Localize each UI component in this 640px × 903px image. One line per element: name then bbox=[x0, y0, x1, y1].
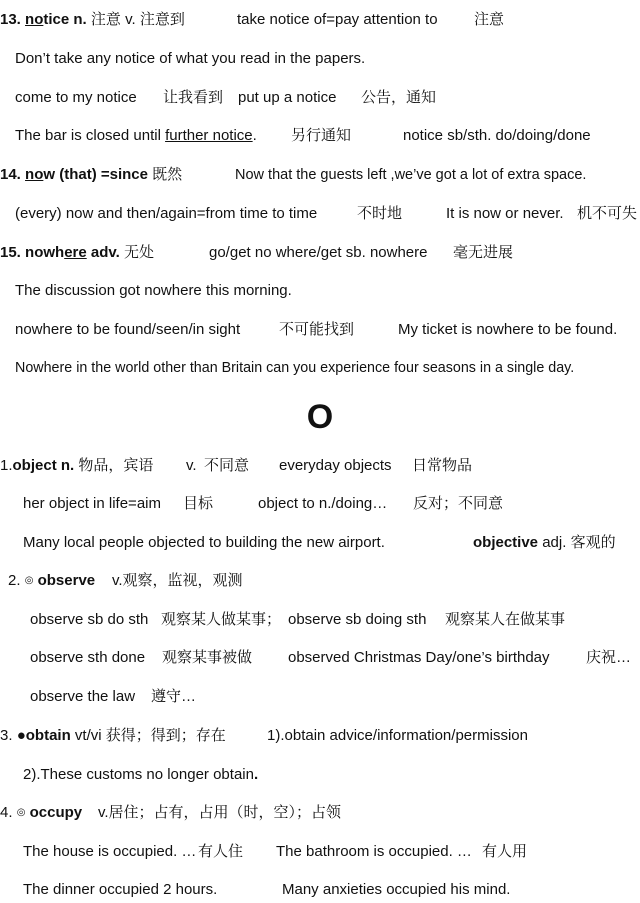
definition-cn: v.观察，监视，观测 bbox=[112, 572, 243, 589]
entry-number: 13. bbox=[0, 11, 21, 28]
headword-rest: tice bbox=[43, 11, 70, 28]
example: put up a notice bbox=[238, 89, 337, 106]
example: Nowhere in the world other than Britain can you experience four seasons in a single day. bbox=[15, 360, 575, 376]
definition-cn: 获得；得到；存在 bbox=[105, 727, 226, 744]
example: observe sb do sth bbox=[30, 611, 149, 628]
example-text: 2).These customs no longer obtain bbox=[23, 766, 254, 783]
entry-obtain-headword-line bbox=[0, 726, 226, 746]
example-cn: 机不可失 bbox=[577, 205, 638, 222]
stress-mark: no bbox=[25, 166, 44, 183]
example: The dinner occupied 2 hours. bbox=[23, 881, 218, 898]
example: observed Christmas Day/one’s birthday bbox=[288, 649, 550, 666]
example: The bathroom is occupied. … bbox=[276, 843, 472, 860]
part-of-speech: vt/vi bbox=[74, 727, 102, 744]
phrase: take notice of=pay attention to bbox=[237, 11, 438, 28]
headword: object bbox=[12, 457, 57, 474]
example-cn: 让我看到 bbox=[163, 89, 224, 106]
key-word-mark: ◎ bbox=[16, 807, 26, 818]
headword bbox=[25, 11, 69, 28]
headword-rest: w bbox=[43, 166, 56, 183]
entry-object-headword-line bbox=[0, 456, 153, 476]
definition-cn: 无处 bbox=[123, 244, 154, 261]
entry-number: 3. bbox=[0, 727, 13, 744]
example-cn: 不时地 bbox=[357, 205, 403, 222]
phrase-cn: 注意 bbox=[474, 11, 505, 28]
example: observe the law bbox=[30, 688, 136, 705]
entry-occupy-headword-line bbox=[0, 803, 82, 823]
phrase: everyday objects bbox=[279, 457, 392, 474]
entry-notice-headword-line bbox=[0, 10, 185, 30]
punctuation: . bbox=[252, 127, 257, 144]
example-text: The bar is closed until bbox=[15, 127, 166, 144]
phrase-cn: 日常物品 bbox=[412, 457, 473, 474]
example-cn: 不可能找到 bbox=[279, 321, 355, 338]
example: Don’t take any notice of what you read in the papers. bbox=[15, 50, 366, 67]
definition-cn: v.居住；占有，占用（时，空）；占领 bbox=[98, 804, 342, 821]
example: observe sth done bbox=[30, 649, 146, 666]
part-of-speech: adj. bbox=[542, 534, 567, 551]
headword bbox=[25, 166, 55, 183]
verb-definition-cn: 不同意 bbox=[204, 457, 250, 474]
phrase-cn: 毫无进展 bbox=[453, 244, 514, 261]
section-letter: O bbox=[306, 398, 334, 436]
entry-nowhere-headword-line bbox=[0, 243, 154, 263]
headword bbox=[25, 244, 87, 261]
example-cn: 另行通知 bbox=[291, 127, 352, 144]
example: her object in life=aim bbox=[23, 495, 161, 512]
example-cn: 公告，通知 bbox=[361, 89, 437, 106]
example: (every) now and then/again=from time to time bbox=[15, 205, 318, 222]
example-cn: 观察某事被做 bbox=[162, 649, 253, 666]
example bbox=[23, 765, 258, 785]
example-cn: 庆祝… bbox=[586, 649, 632, 666]
example: Many anxieties occupied his mind. bbox=[282, 881, 511, 898]
phrase: go/get no where/get sb. nowhere bbox=[209, 244, 428, 261]
punctuation: . bbox=[253, 766, 259, 783]
example: object to n./doing… bbox=[258, 495, 388, 512]
example-cn: 反对；不同意 bbox=[413, 495, 504, 512]
entry-number: 2. bbox=[8, 572, 21, 589]
entry-observe-headword-line bbox=[8, 571, 95, 591]
entry-now-headword-line bbox=[0, 165, 182, 185]
part-of-speech: adv. bbox=[90, 244, 120, 261]
headword: obtain bbox=[25, 727, 71, 744]
example: notice sb/sth. do/doing/done bbox=[403, 127, 591, 144]
part-of-speech: n. bbox=[73, 11, 87, 28]
headword-note: (that) =since bbox=[59, 166, 148, 183]
example: nowhere to be found/seen/in sight bbox=[15, 321, 241, 338]
stress-mark: ere bbox=[64, 244, 87, 261]
verb-label: v. bbox=[125, 11, 136, 28]
headword-start: nowh bbox=[25, 244, 65, 261]
example: come to my notice bbox=[15, 89, 137, 106]
part-of-speech: n. bbox=[60, 457, 75, 474]
headword: occupy bbox=[29, 804, 83, 821]
verb-definition-cn: 注意到 bbox=[139, 11, 185, 28]
entry-number: 4. bbox=[0, 804, 13, 821]
example: Many local people objected to building the new airport. bbox=[23, 534, 385, 551]
verb-label: v. bbox=[186, 457, 197, 474]
example: observe sb doing sth bbox=[288, 611, 427, 628]
definition-cn: 既然 bbox=[152, 166, 183, 183]
entry-number: 1. bbox=[0, 457, 13, 474]
example-cn: 目标 bbox=[183, 495, 214, 512]
example: The house is occupied. … bbox=[23, 843, 197, 860]
example: The discussion got nowhere this morning. bbox=[15, 282, 292, 299]
example-cn: 观察某人在做某事 bbox=[445, 611, 566, 628]
example-cn: 有人住 bbox=[198, 843, 244, 860]
related-headword: objective bbox=[473, 534, 539, 551]
definition-cn: 注意 bbox=[90, 11, 121, 28]
entry-number: 15. bbox=[0, 244, 21, 261]
definition-cn: 物品，宾语 bbox=[78, 457, 154, 474]
example: Now that the guests left ,we’ve got a lot of extra space. bbox=[235, 167, 587, 183]
headword: observe bbox=[37, 572, 96, 589]
example-cn: 遵守… bbox=[151, 688, 197, 705]
underlined-phrase: further notice bbox=[165, 127, 253, 144]
example: 1).obtain advice/information/permission bbox=[267, 727, 528, 744]
key-word-mark: ● bbox=[16, 727, 26, 744]
definition-cn: 客观的 bbox=[570, 534, 616, 551]
example bbox=[15, 126, 257, 146]
key-word-mark: ◎ bbox=[24, 575, 34, 586]
related-word bbox=[473, 533, 616, 553]
entry-number: 14. bbox=[0, 166, 21, 183]
stress-mark: no bbox=[25, 11, 44, 28]
example: My ticket is nowhere to be found. bbox=[398, 321, 618, 338]
example-cn: 观察某人做某事； bbox=[161, 611, 282, 628]
example: It is now or never. bbox=[446, 205, 564, 222]
example-cn: 有人用 bbox=[482, 843, 528, 860]
